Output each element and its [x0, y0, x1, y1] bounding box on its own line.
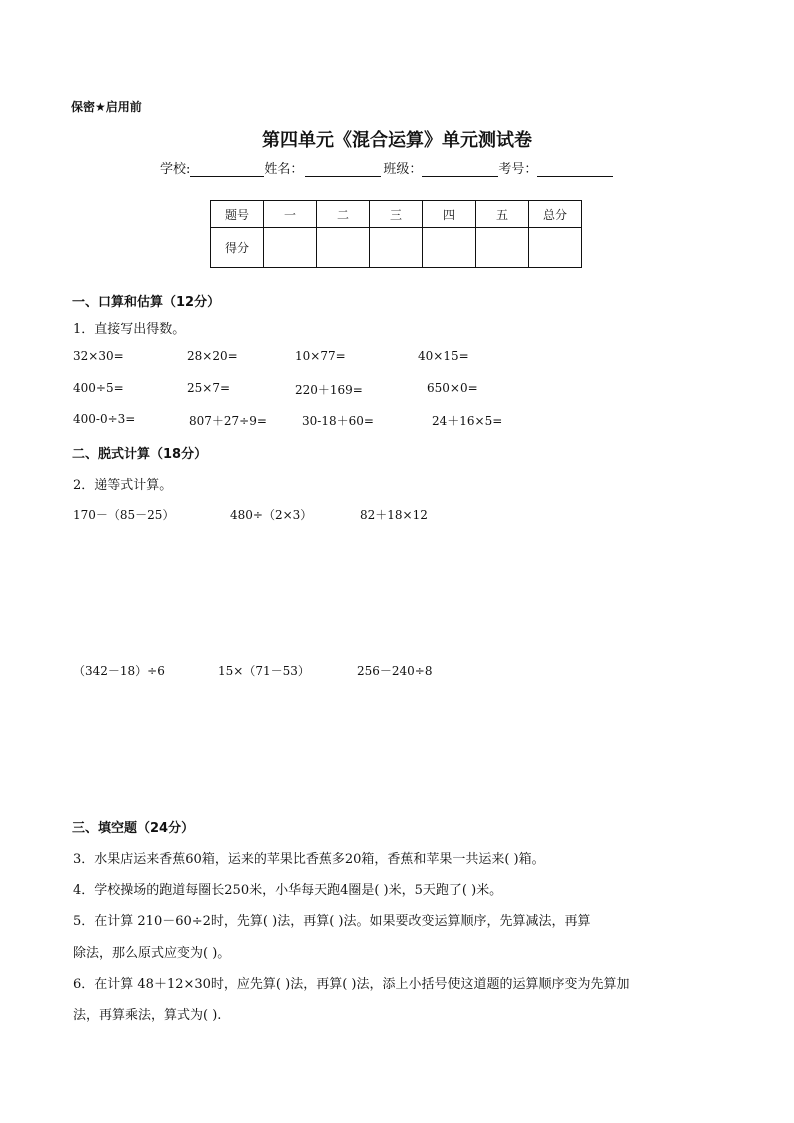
exam-number-blank[interactable]	[537, 162, 613, 177]
score-cell[interactable]	[264, 228, 317, 268]
oral-calc-item: 32×30=	[73, 349, 124, 363]
fill-question-continued: 法，再算乘法，算式为( ).	[73, 1008, 222, 1023]
oral-calc-item: 400-0÷3=	[73, 412, 136, 426]
exam-number-label: 考号：	[498, 162, 538, 177]
score-cell[interactable]	[423, 228, 476, 268]
oral-calc-item: 650×0=	[427, 381, 478, 395]
score-table	[210, 200, 582, 268]
question-text: 2．递等式计算。	[73, 478, 173, 493]
score-cell[interactable]	[529, 228, 582, 268]
stepwise-calc-item: 15×（71－53）	[218, 664, 310, 678]
oral-calc-item: 807＋27÷9=	[189, 414, 267, 428]
score-cell[interactable]	[317, 228, 370, 268]
oral-calc-item: 24＋16×5=	[432, 414, 503, 428]
stepwise-calc-item: 256－240÷8	[357, 664, 433, 678]
oral-calc-item: 40×15=	[418, 349, 469, 363]
student-info-line	[160, 158, 613, 177]
fill-question-continued: 除法，那么原式应变为( )。	[73, 946, 231, 961]
section-heading: 三、填空题（24分）	[72, 821, 195, 836]
stepwise-calc-item: 170－（85－25）	[73, 508, 175, 522]
score-table-score-row	[211, 228, 582, 268]
school-blank[interactable]	[190, 162, 264, 177]
confidential-label: 保密★启用前	[71, 100, 142, 114]
class-label: 班级：	[383, 162, 423, 177]
stepwise-calc-item: （342－18）÷6	[73, 664, 165, 678]
header-cell: 四	[423, 201, 476, 228]
header-cell: 五	[476, 201, 529, 228]
class-blank[interactable]	[422, 162, 498, 177]
oral-calc-item: 400÷5=	[73, 381, 124, 395]
stepwise-calc-item: 480÷（2×3）	[230, 508, 313, 522]
stepwise-calc-item: 82＋18×12	[360, 508, 428, 522]
score-table-header-row	[211, 201, 582, 228]
oral-calc-item: 220＋169=	[295, 383, 363, 397]
school-label: 学校:	[160, 162, 191, 177]
name-blank[interactable]	[305, 162, 381, 177]
header-cell: 二	[317, 201, 370, 228]
name-label: 姓名：	[264, 162, 304, 177]
oral-calc-item: 25×7=	[187, 381, 231, 395]
question-text: 1．直接写出得数。	[73, 322, 186, 337]
header-cell: 题号	[211, 201, 264, 228]
fill-question: 6．在计算 48＋12×30时，应先算( )法，再算( )法，添上小括号使这道题的运算顺序变为先算加	[73, 977, 630, 992]
oral-calc-item: 30-18＋60=	[302, 414, 374, 428]
section-heading: 二、脱式计算（18分）	[72, 447, 208, 462]
fill-question: 4．学校操场的跑道每圈长250米，小华每天跑4圈是( )米，5天跑了( )米。	[73, 883, 503, 898]
score-label-cell: 得分	[211, 228, 264, 268]
header-cell: 三	[370, 201, 423, 228]
score-cell[interactable]	[476, 228, 529, 268]
section-heading: 一、口算和估算（12分）	[72, 295, 221, 310]
oral-calc-item: 10×77=	[295, 349, 346, 363]
oral-calc-item: 28×20=	[187, 349, 238, 363]
exam-title: 第四单元《混合运算》单元测试卷	[262, 130, 532, 151]
score-cell[interactable]	[370, 228, 423, 268]
header-cell: 总分	[529, 201, 582, 228]
fill-question: 5．在计算 210－60÷2时，先算( )法，再算( )法。如果要改变运算顺序，先算减法，再算	[73, 914, 591, 929]
header-cell: 一	[264, 201, 317, 228]
fill-question: 3．水果店运来香蕉60箱，运来的苹果比香蕉多20箱，香蕉和苹果一共运来( )箱。	[73, 852, 545, 867]
